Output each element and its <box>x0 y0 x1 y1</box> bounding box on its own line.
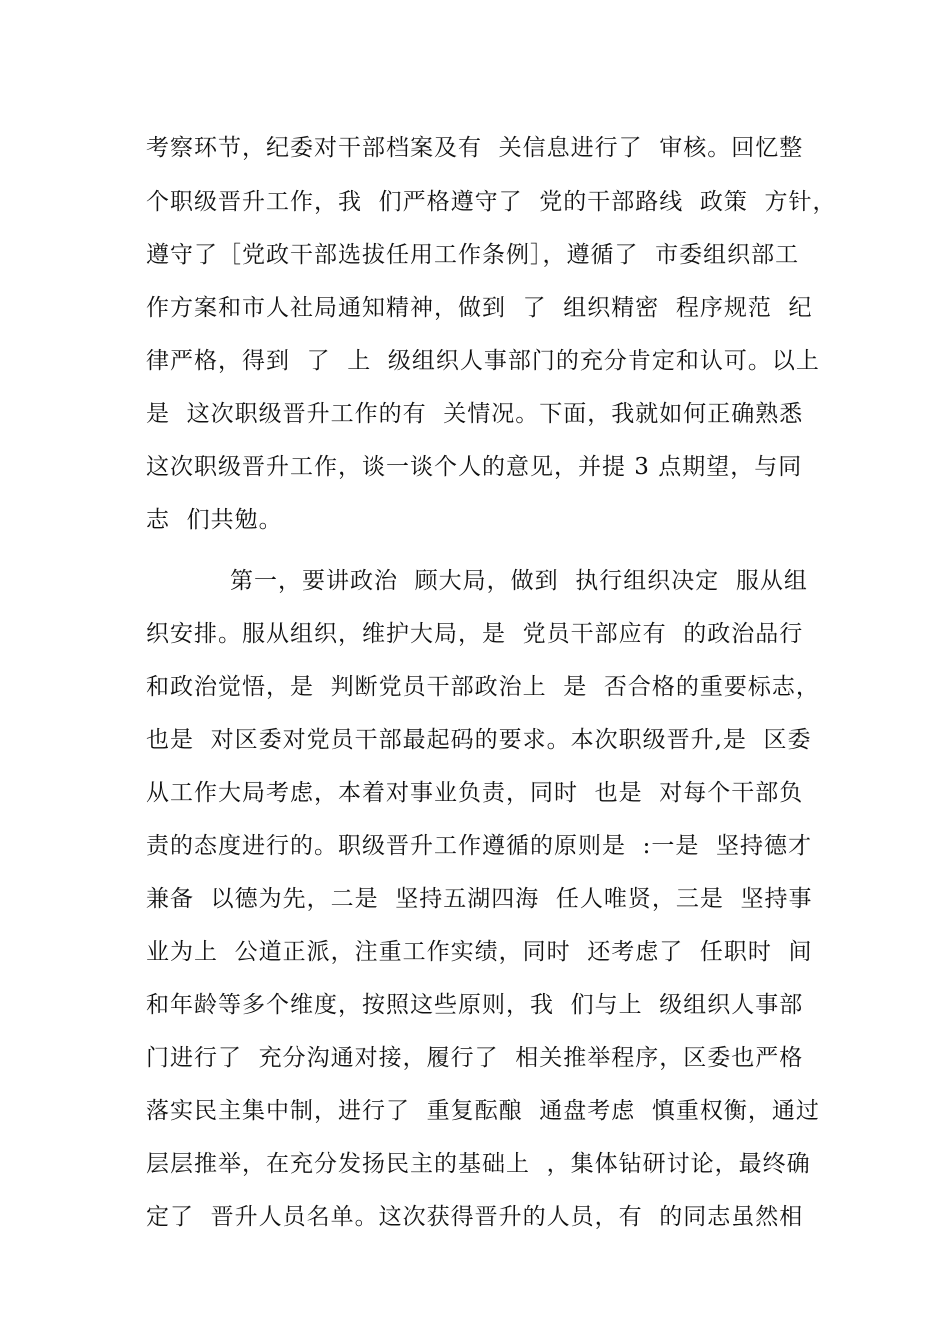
text-line: 业为上 公道正派，注重工作实绩，同时 还考虑了 任职时 间 <box>146 939 813 965</box>
text-line: 和年龄等多个维度，按照这些原则，我 们与上 级组织人事部 <box>146 992 804 1018</box>
text-line: 志 们共勉。 <box>146 507 283 533</box>
text-line: 也是 对区委对党员干部最起码的要求。本次职级晋升,是 区委 <box>146 727 812 753</box>
text-line: 第一，要讲政治 顾大局，做到 执行组织决定 服从组 <box>230 568 808 594</box>
text-line: 这次职级晋升工作，谈一谈个人的意见，并提 3 点期望，与同 <box>146 454 803 480</box>
text-line: 是 这次职级晋升工作的有 关情况。下面，我就如何正确熟悉 <box>146 401 804 427</box>
text-line: 个职级晋升工作，我 们严格遵守了 党的干部路线 政策 方针， <box>146 189 837 215</box>
text-line: 考察环节，纪委对干部档案及有 关信息进行了 审核。回忆整 <box>146 135 804 161</box>
text-line: 从工作大局考虑，本着对事业负责，同时 也是 对每个干部负 <box>146 780 804 806</box>
text-line: 遵守了［党政干部选拔任用工作条例］，遵循了 市委组织部工 <box>146 242 800 268</box>
text-line: 责的态度进行的。职级晋升工作遵循的原则是 :一是 坚持德才 <box>146 833 812 859</box>
text-line: 层层推举，在充分发扬民主的基础上 ，集体钻研讨论，最终确 <box>146 1151 811 1177</box>
text-line: 定了 晋升人员名单。这次获得晋升的人员，有 的同志虽然相 <box>146 1204 804 1230</box>
text-line: 织安排。服从组织，维护大局，是 党员干部应有 的政治品行 <box>146 621 804 647</box>
text-line: 兼备 以德为先，二是 坚持五湖四海 任人唯贤，三是 坚持事 <box>146 886 813 912</box>
text-line: 作方案和市人社局通知精神，做到 了 组织精密 程序规范 纪 <box>146 295 813 321</box>
text-line: 门进行了 充分沟通对接，履行了 相关推举程序，区委也严格 <box>146 1045 804 1071</box>
text-line: 和政治觉悟，是 判断党员干部政治上 是 否合格的重要标志， <box>146 674 820 700</box>
text-line: 落实民主集中制，进行了 重复酝酿 通盘考虑 慎重权衡，通过 <box>146 1098 820 1124</box>
text-line: 律严格，得到 了 上 级组织人事部门的充分肯定和认可。以上 <box>146 348 820 374</box>
